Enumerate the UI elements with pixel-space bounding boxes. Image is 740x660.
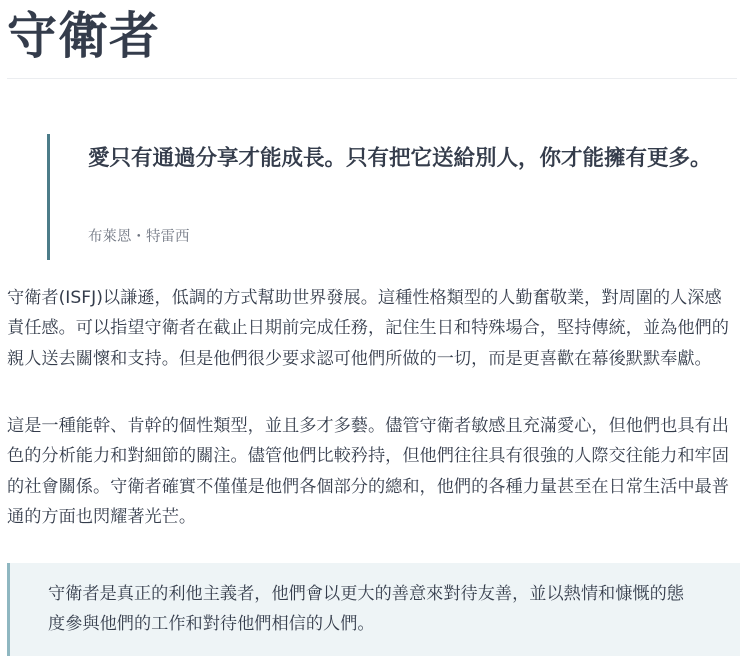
quote-block [47, 134, 740, 260]
title-divider [7, 78, 737, 79]
callout-text: 守衛者是真正的利他主義者，他們會以更大的善意來對待友善，並以熱情和慷慨的態度參與他們的工作和對待他們相信的人們。 [48, 584, 684, 635]
quote-author: 布萊恩・特雷西 [88, 229, 190, 245]
quote-text: 愛只有通過分享才能成長。只有把它送給別人，你才能擁有更多。 [88, 146, 712, 171]
callout-box [7, 563, 740, 656]
intro-paragraph: 守衛者(ISFJ)以謙遜，低調的方式幫助世界發展。這種性格類型的人勤奮敬業，對周圍的人深感責任感。可以指望守衛者在截止日期前完成任務，記住生日和特殊場合，堅持傳統，並為他們的親人送去關懷和支持。但是他們很少要求認可他們所做的一切，而是更喜歡在幕後默默奉獻。 [7, 288, 729, 369]
page-title: 守衛者 [7, 7, 160, 65]
traits-paragraph: 這是一種能幹、肯幹的個性類型，並且多才多藝。儘管守衛者敏感且充滿愛心，但他們也具有出色的分析能力和對細節的關注。儘管他們比較矜持，但他們往往具有很強的人際交往能力和牢固的社會關係。守衛者確實不僅僅是他們各個部分的總和，他們的各種力量甚至在日常生活中最普通的方面也閃耀著光芒。 [7, 416, 729, 527]
